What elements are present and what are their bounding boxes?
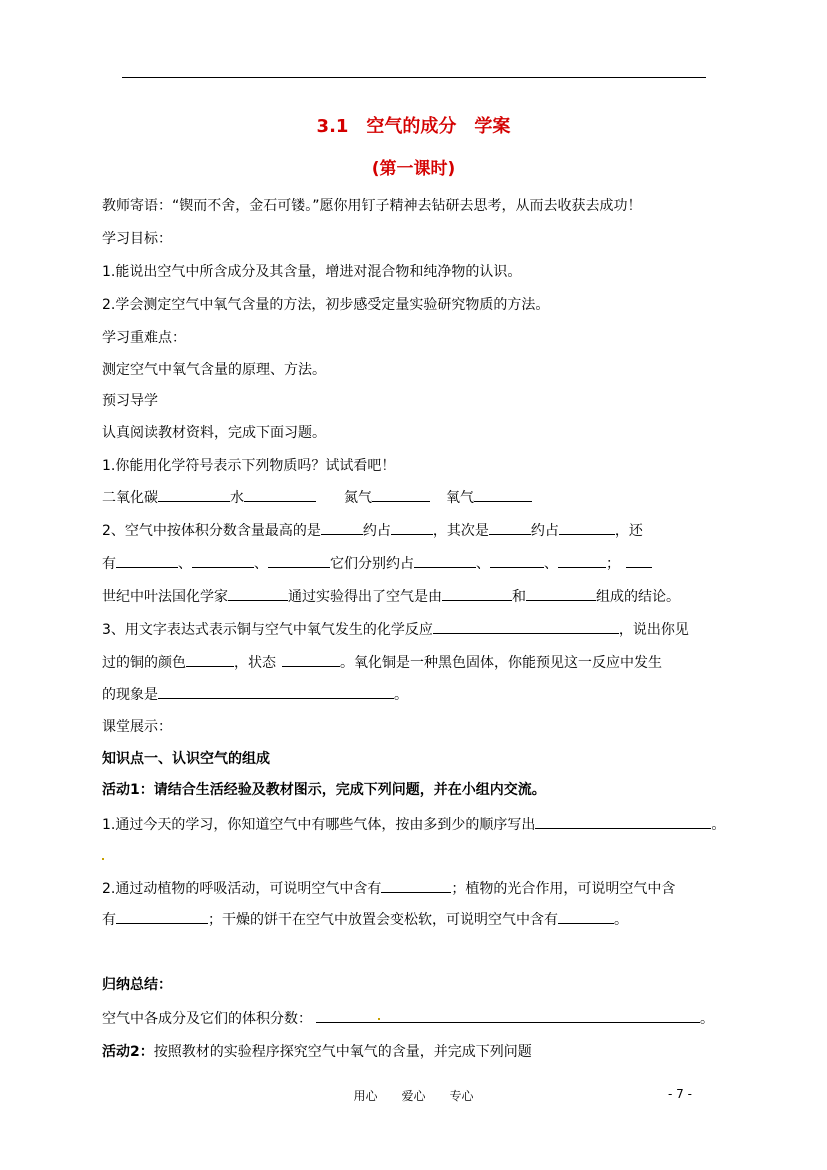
activity-2 <box>102 1041 532 1061</box>
blank-component-1[interactable] <box>442 586 512 601</box>
q3-text-3: 过的铜的颜色 <box>102 655 186 671</box>
blank-composition[interactable] <box>316 1008 700 1023</box>
q2-line-2 <box>102 553 652 573</box>
q2-sep-3: 、 <box>476 556 490 572</box>
a1-q2-text-4: ；干燥的饼干在空气中放置会变松软，可说明空气中含有 <box>208 912 558 928</box>
classroom-heading: 课堂展示： <box>102 719 172 735</box>
stray-mark-2 <box>378 1018 380 1020</box>
blank-gas-5[interactable] <box>268 553 330 568</box>
activity-2-text: 按照教材的实验程序探究空气中氧气的含量，并完成下列问题 <box>153 1044 532 1060</box>
preview-text: 认真阅读教材资料，完成下面习题。 <box>102 425 326 441</box>
key-text: 测定空气中氧气含量的原理、方法。 <box>102 362 326 378</box>
page-number: - 7 - <box>668 1087 692 1101</box>
summary-heading: 归纳总结： <box>102 977 172 993</box>
a1-q2-text-3: 有 <box>102 912 116 928</box>
summary-text: 空气中各成分及它们的体积分数： <box>102 1011 312 1027</box>
blank-co2[interactable] <box>158 487 230 502</box>
q2-text-9: 通过实验得出了空气是由 <box>288 589 442 605</box>
preview-heading: 预习导学 <box>102 393 158 409</box>
summary-line <box>102 1008 714 1028</box>
a1-q2-text-2: ；植物的光合作用，可说明空气中含 <box>451 881 676 897</box>
q3-text-7: 。 <box>394 687 408 703</box>
q2-text-4: 约占 <box>530 523 559 539</box>
blank-gas-1[interactable] <box>321 520 363 535</box>
q3-text-6: 的现象是 <box>102 687 158 703</box>
q1-answers-row <box>102 487 532 507</box>
blank-gases-order[interactable] <box>535 814 711 829</box>
q2-line-1 <box>102 520 643 540</box>
q3-text-5: 。氧化铜是一种黑色固体，你能预见这一反应中发生 <box>340 655 662 671</box>
q2-text-8: 世纪中叶法国化学家 <box>102 589 228 605</box>
label-water: 水 <box>230 490 244 506</box>
blank-century[interactable] <box>626 553 652 568</box>
blank-photosynthesis[interactable] <box>116 909 208 924</box>
blank-pct-3[interactable] <box>414 553 476 568</box>
q2-text-5: ，还 <box>614 523 643 539</box>
q2-end: ； <box>606 556 620 572</box>
blank-component-2[interactable] <box>526 586 596 601</box>
label-oxygen: 氧气 <box>446 490 474 506</box>
q2-text-6: 有 <box>102 556 116 572</box>
blank-gas-2[interactable] <box>489 520 531 535</box>
blank-reaction[interactable] <box>433 619 619 634</box>
blank-phenomenon[interactable] <box>158 684 394 699</box>
q2-text-3: ，其次是 <box>432 523 489 539</box>
blank-pct-5[interactable] <box>558 553 606 568</box>
blank-color[interactable] <box>186 652 234 667</box>
activity-2-label: 活动2： <box>102 1044 154 1060</box>
activity-1: 活动1：请结合生活经验及教材图示，完成下列问题，并在小组内交流。 <box>102 782 546 798</box>
blank-pct-1[interactable] <box>391 520 433 535</box>
goal-2: 2.学会测定空气中氧气含量的方法，初步感受定量实验研究物质的方法。 <box>102 297 550 313</box>
a1-question-2-line-1 <box>102 878 675 898</box>
q3-text-2: ，说出你见 <box>618 622 689 638</box>
a1-question-2-line-2 <box>102 909 628 929</box>
question-1: 1.你能用化学符号表示下列物质吗？试试看吧！ <box>102 458 396 474</box>
a1-q2-text-5: 。 <box>614 912 628 928</box>
q3-text-4: ，状态 <box>234 655 276 671</box>
header-rule <box>122 77 706 78</box>
goals-heading: 学习目标： <box>102 231 172 247</box>
q2-sep-1: 、 <box>178 556 192 572</box>
blank-state[interactable] <box>282 652 340 667</box>
a1-q1-text: 1.通过今天的学习，你知道空气中有哪些气体，按由多到少的顺序写出 <box>102 817 536 833</box>
label-co2: 二氧化碳 <box>102 490 158 506</box>
blank-water[interactable] <box>244 487 316 502</box>
blank-chemist[interactable] <box>228 586 288 601</box>
a1-question-1 <box>102 814 725 834</box>
blank-respiration[interactable] <box>381 878 451 893</box>
teacher-quote: 教师寄语：“锲而不舍，金石可镂。”愿你用钉子精神去钻研去思考，从而去收获去成功！ <box>102 198 642 214</box>
page-subtitle: (第一课时) <box>371 159 456 179</box>
q2-text-1: 2、空气中按体积分数含量最高的是 <box>102 523 321 539</box>
a1-q1-end: 。 <box>711 817 726 833</box>
q3-line-1 <box>102 619 689 639</box>
q2-text-11: 组成的结论。 <box>596 589 680 605</box>
blank-nitrogen[interactable] <box>372 487 430 502</box>
blank-gas-3[interactable] <box>116 553 178 568</box>
q2-sep-2: 、 <box>254 556 268 572</box>
summary-end: 。 <box>700 1011 714 1027</box>
q2-text-2: 约占 <box>362 523 391 539</box>
q2-line-3 <box>102 586 680 606</box>
label-nitrogen: 氮气 <box>344 490 372 506</box>
blank-pct-4[interactable] <box>490 553 544 568</box>
q3-line-2 <box>102 652 662 672</box>
blank-oxygen[interactable] <box>474 487 532 502</box>
q2-text-7: 它们分别约占 <box>330 556 414 572</box>
a1-q2-text-1: 2.通过动植物的呼吸活动，可说明空气中含有 <box>102 881 382 897</box>
q2-text-10: 和 <box>512 589 526 605</box>
q3-text-1: 3、用文字表达式表示铜与空气中氧气发生的化学反应 <box>102 622 433 638</box>
footer-motto: 用心 爱心 专心 <box>353 1089 474 1103</box>
goal-1: 1.能说出空气中所含成分及其含量，增进对混合物和纯净物的认识。 <box>102 264 522 280</box>
stray-mark <box>102 858 104 860</box>
blank-pct-2[interactable] <box>559 520 615 535</box>
page-title: 3.1 空气的成分 学案 <box>316 116 511 137</box>
blank-water-vapor[interactable] <box>558 909 614 924</box>
knowledge-point-1: 知识点一、认识空气的组成 <box>102 751 270 767</box>
key-heading: 学习重难点： <box>102 330 186 346</box>
q3-line-3 <box>102 684 408 704</box>
q2-sep-4: 、 <box>544 556 558 572</box>
blank-gas-4[interactable] <box>192 553 254 568</box>
